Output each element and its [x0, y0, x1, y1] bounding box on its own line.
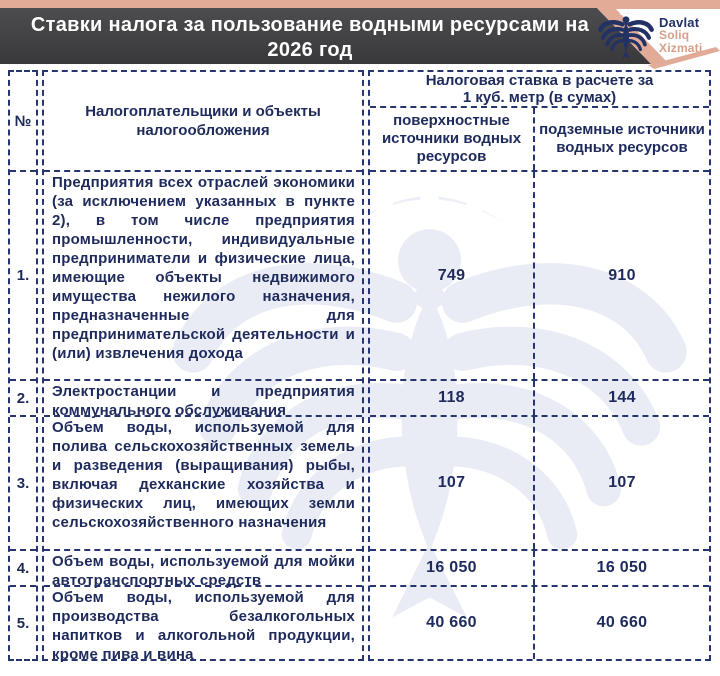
row-number: 1. — [10, 170, 36, 379]
row-number: 5. — [10, 585, 36, 659]
underground-column-header: подземные источники водных ресурсов — [533, 108, 709, 170]
rate-merged-header — [370, 72, 709, 108]
surface-rate-value: 749 — [437, 266, 466, 284]
taxpayer-description: Объем воды, используемой для производства безалкогольных напитков и алкогольной продукции, кроме пива и вина — [44, 585, 362, 659]
underground-rate-value: 40 660 — [533, 587, 709, 659]
logo-line-soliq: Soliq — [659, 28, 690, 42]
rate-row — [370, 585, 709, 659]
page-title: Ставки налога за пользование водными ресурсами на 2026 год — [30, 14, 590, 61]
logo-line-xizmati: Xizmati — [659, 41, 703, 55]
underground-rate-value: 16 050 — [533, 551, 709, 585]
taxpayer-description: Объем воды, используемой для полива сельскохозяйственных земель и разведения (выращивания) рыбы, включая дехканские хозяйства и физических лиц, имеющих земли сельскохозяйственного назначения — [44, 415, 362, 549]
logo-line-davlat: Davlat — [659, 15, 700, 30]
rate-header-text: Налоговая ставка в расчете за 1 куб. метр (в сумах) — [425, 72, 654, 106]
column-rates — [368, 70, 711, 661]
surface-column-header: поверхностные источники водных ресурсов — [381, 112, 522, 165]
taxpayers-column-header: Налогоплательщики и объекты налогообложения — [85, 103, 321, 139]
column-taxpayers — [42, 70, 364, 661]
eagle-logo-icon — [597, 9, 655, 63]
surface-rate-value: 40 660 — [426, 614, 477, 631]
tax-rates-table — [8, 70, 711, 661]
rate-row — [370, 170, 709, 379]
surface-rate-value: 16 050 — [426, 559, 477, 576]
column-number — [8, 70, 38, 661]
number-column-header: № — [14, 112, 32, 130]
rate-row — [370, 415, 709, 549]
rate-row — [370, 379, 709, 415]
underground-rate-value: 910 — [533, 172, 709, 379]
row-number: 2. — [10, 379, 36, 415]
surface-rate-value: 107 — [437, 474, 466, 491]
taxpayer-description: Электростанции и предприятия коммунального обслуживания — [44, 379, 362, 415]
row-number: 4. — [10, 549, 36, 585]
rate-subheaders — [370, 108, 709, 170]
row-number: 3. — [10, 415, 36, 549]
surface-rate-value: 118 — [438, 389, 465, 406]
underground-rate-value: 144 — [533, 381, 709, 415]
rate-row — [370, 549, 709, 585]
taxpayer-description: Предприятия всех отраслей экономики (за исключением указанных в пункте 2), в том числе предприятия промышленности, индивидуальные предприниматели и физические лица, имеющие объекты недвижимого имущества нежилого назначения, предназначенные для предпринимательской деятельности и (или) извлечения дохода — [44, 170, 362, 379]
logo-wordmark — [659, 16, 702, 55]
taxpayer-description: Объем воды, используемой для мойки автотранспортных средств — [44, 549, 362, 585]
underground-rate-value: 107 — [533, 417, 709, 549]
top-salmon-strip — [0, 0, 720, 9]
